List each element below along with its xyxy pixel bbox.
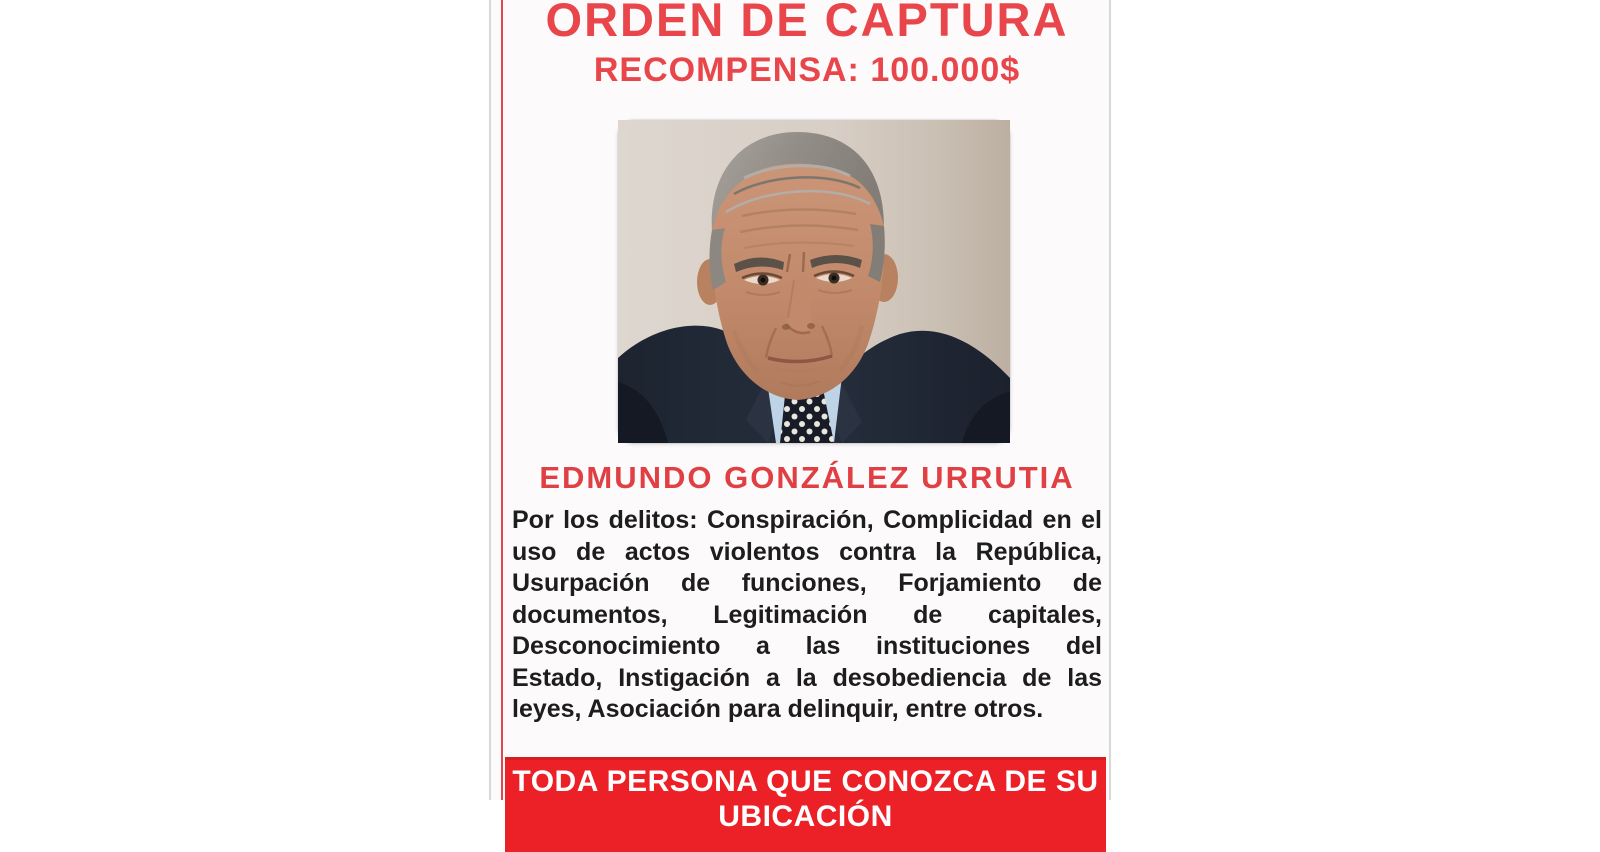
- crimes-line: Usurpación de funciones, Forjamiento de: [512, 569, 1102, 597]
- bottom-banner: [505, 757, 1106, 852]
- crimes-line: Por los delitos: Conspiración, Complicidad en el: [512, 506, 1102, 534]
- suspect-photo: [618, 120, 1010, 443]
- poster-red-border: [501, 0, 503, 800]
- reward-text: RECOMPENSA: 100.000$: [593, 51, 1021, 89]
- suspect-name: EDMUNDO GONZÁLEZ URRUTIA: [539, 460, 1075, 495]
- wanted-poster: [489, 0, 1111, 833]
- crimes-line: leyes, Asociación para delinquir, entre otros.: [512, 695, 1044, 723]
- crimes-line: Desconocimiento a las instituciones del: [512, 632, 1102, 660]
- crimes-line: documentos, Legitimación de capitales,: [512, 600, 1102, 629]
- crimes-line: Estado, Instigación a la desobediencia de las: [512, 663, 1102, 692]
- crimes-line: uso de actos violentos contra la República,: [512, 537, 1102, 566]
- suspect-portrait-icon: [618, 120, 1010, 443]
- poster-title: ORDEN DE CAPTURA: [545, 0, 1069, 46]
- banner-line-2: UBICACIÓN: [718, 800, 893, 833]
- banner-line-1: TODA PERSONA QUE CONOZCA DE SU: [512, 765, 1099, 798]
- crimes-paragraph: [512, 505, 1102, 726]
